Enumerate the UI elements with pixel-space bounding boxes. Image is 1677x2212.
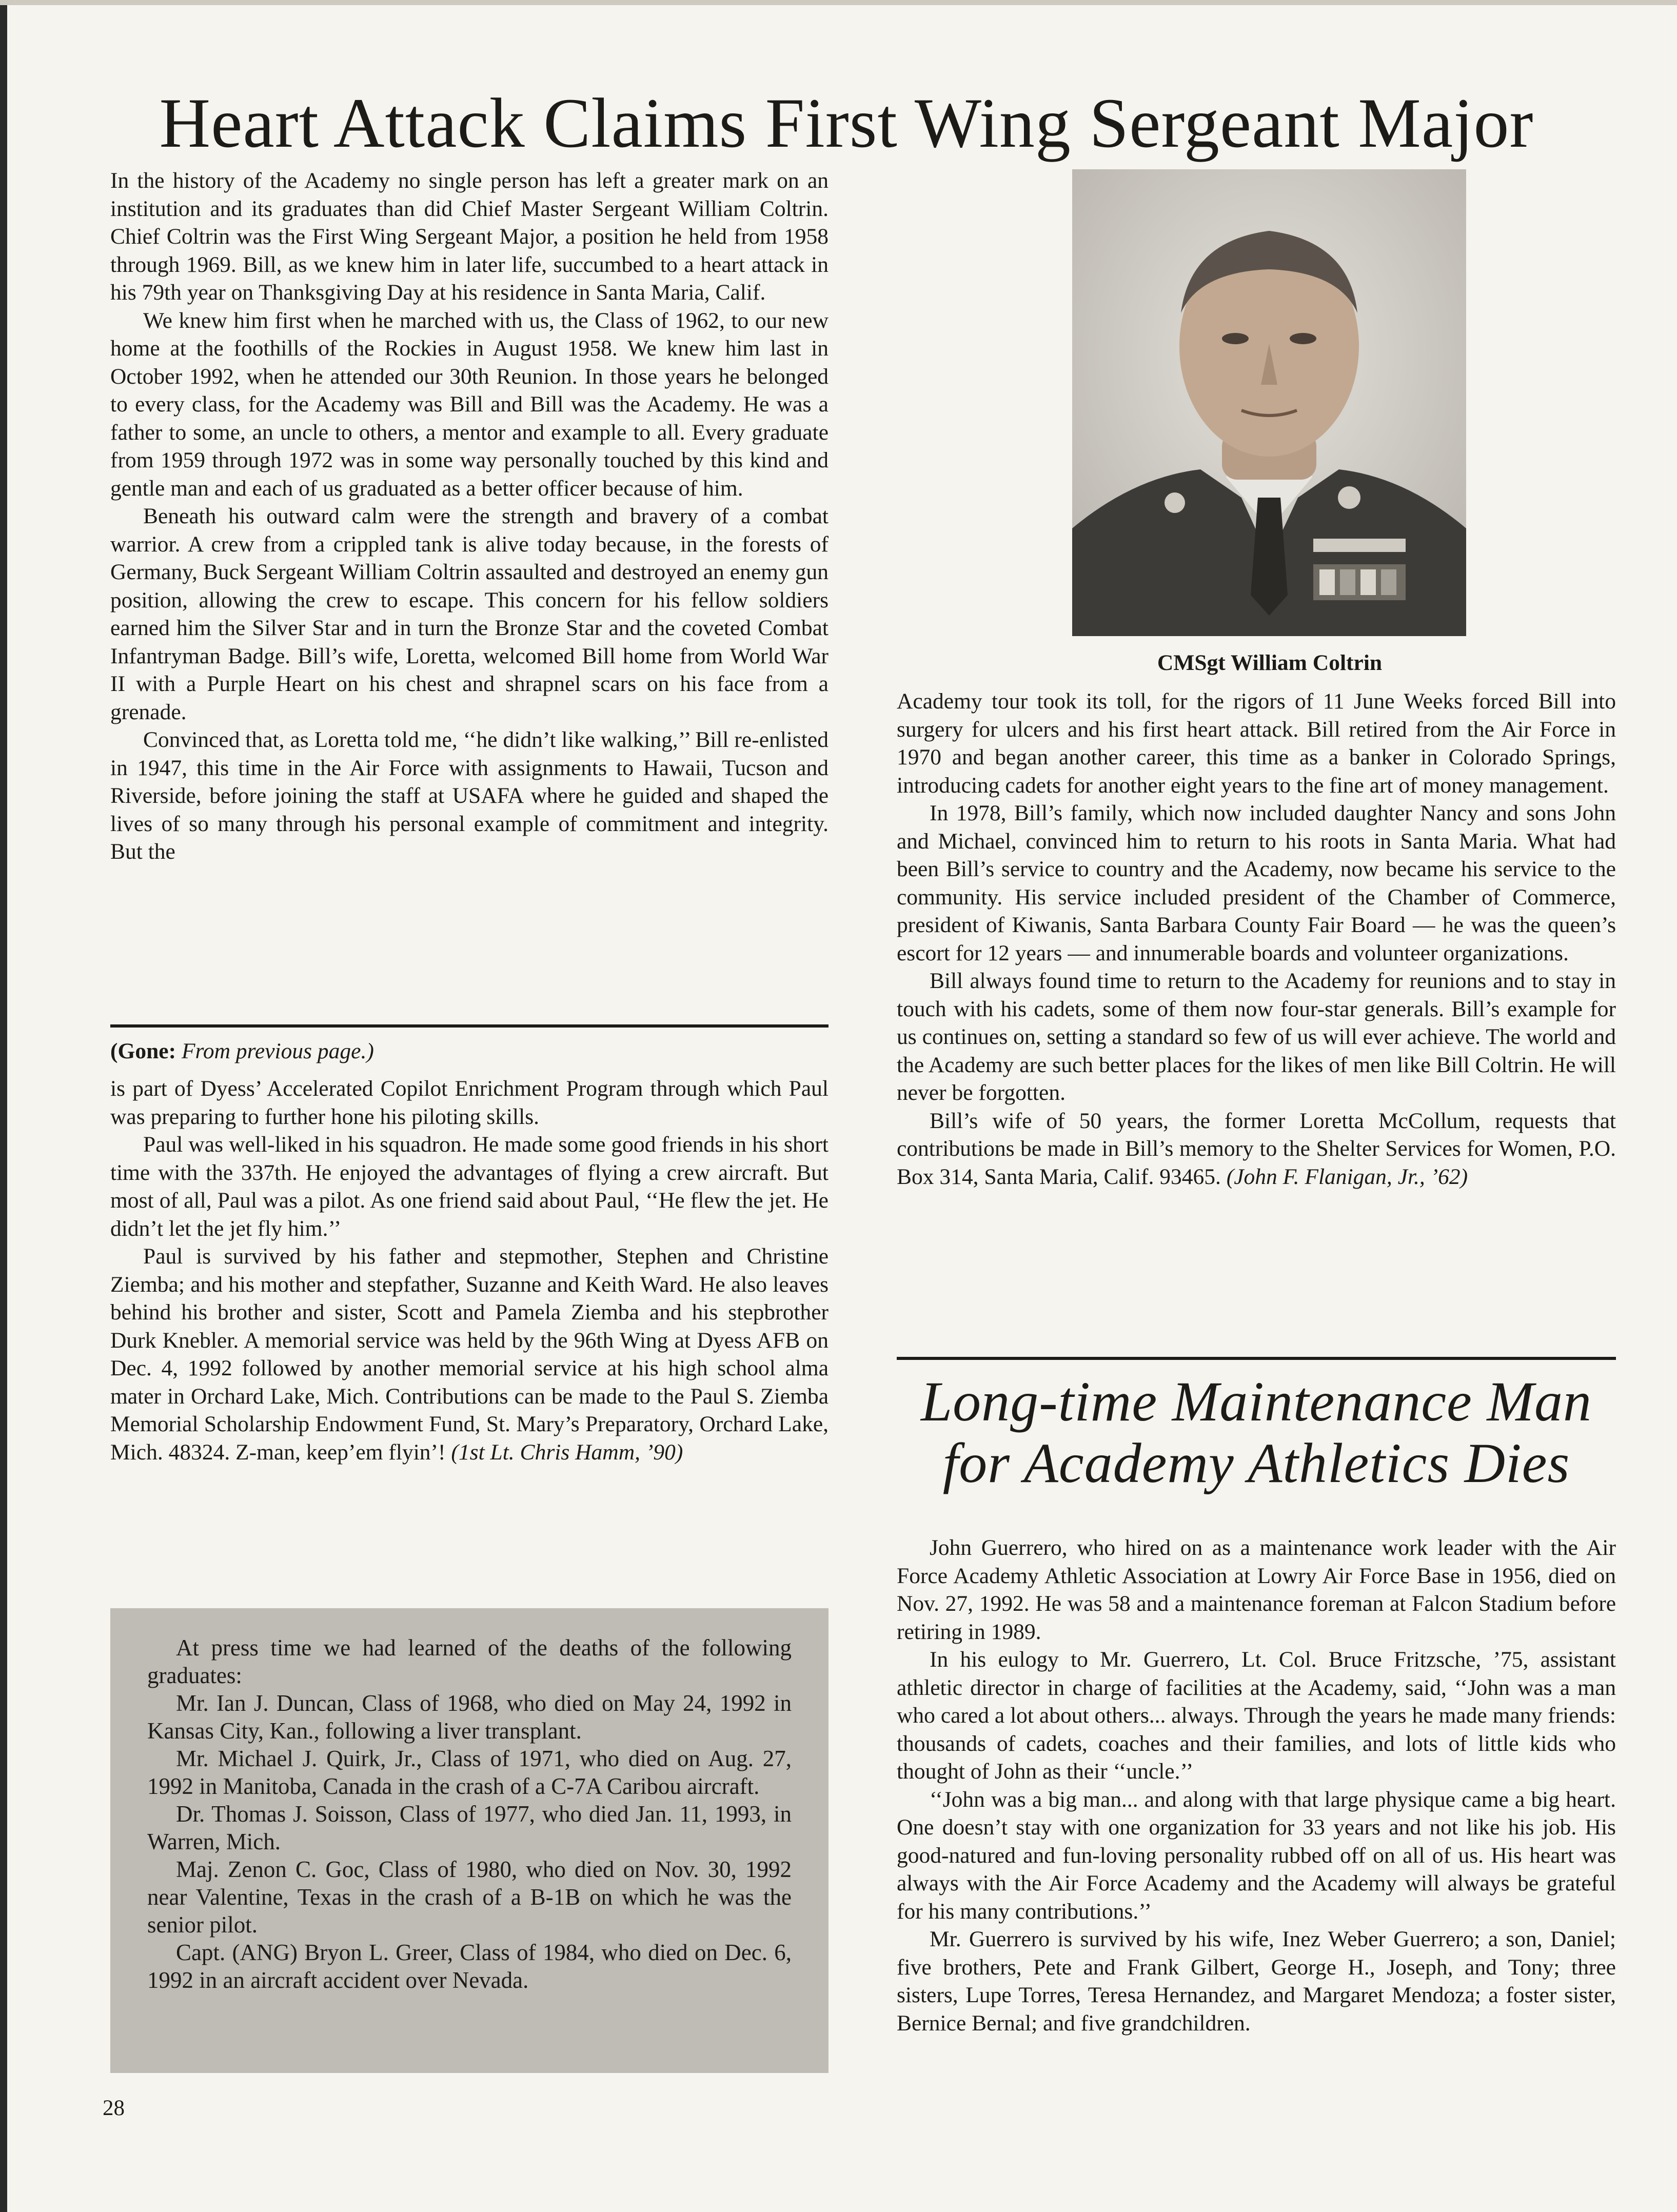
second-headline (897, 1371, 1616, 1494)
paragraph: In his eulogy to Mr. Guerrero, Lt. Col. Bruce Fritzsche, ’75, assistant athletic director in charge of facilities at the Academy, said, ‘‘John was a man who cared a lot about others... always. Through the years he made many friends: thousands of cadets, coaches and their families, and lots of little kids who thought of John as their ‘‘uncle.’’ (897, 1647, 1616, 1784)
paragraph: We knew him first when he marched with us, the Class of 1962, to our new home at the foothills of the Rockies in August 1958. We knew him last in October 1992, when he attended our 30th Reunion. In those years he belonged to every class, for the Academy was Bill and Bill was the Academy. He was a father to some, an uncle to others, a mentor and example to all. Every graduate from 1959 through 1972 was in some way personally touched by this kind and gentle man and each of us graduated as a better officer because of him. (110, 308, 828, 501)
paragraph-text: Paul is survived by his father and stepmother, Stephen and Christine Ziemba; and his mother and stepfather, Suzanne and Keith Ward. He also leaves behind his brother and sister, Scott and Pamela Ziemba and his stepbrother Durk Knebler. A memorial service was held by the 96th Wing at Dyess AFB on Dec. 4, 1992 followed by another memorial service at his high school alma mater in Orchard Lake, Mich. Contributions can be made to the Paul S. Ziemba Memorial Scholarship Endowment Fund, St. Mary’s Preparatory, Orchard Lake, Mich. 48324. Z-man, keep’em flyin’! (110, 1244, 828, 1465)
author-signature: (1st Lt. Chris Hamm, ’90) (451, 1439, 683, 1465)
author-signature: (John F. Flanigan, Jr., ’62) (1226, 1164, 1468, 1189)
paragraph: In the history of the Academy no single person has left a greater mark on an institution and its graduates than did Chief Master Sergeant William Coltrin. Chief Coltrin was the First Wing Sergeant Major, a position he held from 1958 through 1969. Bill, as we knew him in later life, succumbed to a heart attack in his 79th year on Thanksgiving Day at his residence in Santa Maria, Calif. (110, 168, 828, 305)
paragraph: Mr. Guerrero is survived by his wife, Inez Weber Guerrero; a son, Daniel; five brothers, Pete and Frank Gilbert, George H., Joseph, and Tony; three sisters, Lupe Torres, Teresa Hernandez, and Margaret Mendoza; a foster sister, Bernice Bernal; and five grandchildren. (897, 1927, 1616, 2036)
main-article-left-column (110, 167, 828, 866)
paragraph: Beneath his outward calm were the strength and bravery of a combat warrior. A crew from a crippled tank is alive today because, in the forests of Germany, Buck Sergeant William Coltrin assaulted and destroyed an enemy gun position, allowing the crew to escape. This concern for his fellow soldiers earned him the Silver Star and in turn the Bronze Star and the coveted Combat Infantryman Badge. Bill’s wife, Loretta, welcomed Bill home from World War II with a Purple Heart on his chest and shrapnel scars on his face from a grenade. (110, 504, 828, 724)
deaths-notice-box (110, 1608, 828, 2073)
page-number: 28 (103, 2096, 125, 2120)
second-article-column (897, 1534, 1616, 2037)
paragraph: Convinced that, as Loretta told me, ‘‘he didn’t like walking,’’ Bill re-enlisted in 1947, this time in the Air Force with assignments to Hawaii, Tucson and Riverside, before joining the staff at USAFA where he guided and shaped the lives of so many through his personal example of commitment and integrity. But the (110, 727, 828, 864)
page-top-edge (0, 0, 1677, 5)
portrait-illustration (1072, 169, 1466, 636)
paragraph (110, 1242, 828, 1466)
notice-item: Mr. Michael J. Quirk, Jr., Class of 1971, who died on Aug. 27, 1992 in Manitoba, Canada in the crash of a C-7A Caribou aircraft. (147, 1746, 792, 1799)
continuation-label-italic: From previous page.) (181, 1039, 374, 1063)
main-headline: Heart Attack Claims First Wing Sergeant Major (159, 84, 1534, 162)
closing-text: Bill’s wife of 50 years, the former Loretta McCollum, requests that contributions be made in Bill’s memory to the Shelter Services for Women, P.O. Box 314, Santa Maria, Calif. 93465. (897, 1108, 1616, 1189)
paragraph: Academy tour took its toll, for the rigors of 11 June Weeks forced Bill into surgery for ulcers and his first heart attack. Bill retired from the Air Force in 1970 and began another career, this time as a banker in Colorado Springs, introducing cadets for another eight years to the fine art of money management. (897, 689, 1616, 798)
paragraph: Bill always found time to return to the Academy for reunions and to stay in touch with his cadets, some of them now four-star generals. Bill’s example for us continues on, setting a standard so few of us will ever achieve. The world and the Academy are such better places for the likes of men like Bill Coltrin. He will never be forgotten. (897, 969, 1616, 1105)
notice-intro: At press time we had learned of the deaths of the following graduates: (147, 1635, 792, 1688)
photo-caption: CMSgt William Coltrin (1157, 650, 1383, 675)
notice-item: Capt. (ANG) Bryon L. Greer, Class of 1984, who died on Dec. 6, 1992 in an aircraft accident over Nevada. (147, 1940, 792, 1993)
second-headline-line-2: for Academy Athletics Dies (942, 1432, 1570, 1494)
gone-continuation-column (110, 1075, 828, 1466)
main-article-right-column (897, 687, 1616, 1191)
portrait-photo (1072, 169, 1466, 636)
page-edge-shadow (0, 0, 7, 2212)
paragraph (897, 1107, 1616, 1191)
continuation-label (110, 1037, 828, 1065)
section-divider (897, 1357, 1616, 1360)
notice-item: Dr. Thomas J. Soisson, Class of 1977, who died Jan. 11, 1993, in Warren, Mich. (147, 1801, 792, 1854)
paragraph: is part of Dyess’ Accelerated Copilot Enrichment Program through which Paul was preparing to further hone his piloting skills. (110, 1076, 828, 1129)
notice-item: Mr. Ian J. Duncan, Class of 1968, who died on May 24, 1992 in Kansas City, Kan., following a liver transplant. (147, 1690, 792, 1744)
notice-item: Maj. Zenon C. Goc, Class of 1980, who died on Nov. 30, 1992 near Valentine, Texas in the crash of a B-1B on which he was the senior pilot. (147, 1856, 792, 1938)
continuation-label-bold: (Gone: (110, 1039, 176, 1063)
paragraph: John Guerrero, who hired on as a maintenance work leader with the Air Force Academy Athletic Association at Lowry Air Force Base in 1956, died on Nov. 27, 1992. He was 58 and a maintenance foreman at Falcon Stadium before retiring in 1989. (897, 1535, 1616, 1644)
paragraph: In 1978, Bill’s family, which now included daughter Nancy and sons John and Michael, convinced him to return to his roots in Santa Maria. What had been Bill’s service to country and the Academy, now became his service to the community. His service included president of the Chamber of Commerce, president of Kiwanis, Santa Barbara County Fair Board — he was the queen’s escort for 12 years — and innumerable boards and volunteer organizations. (897, 801, 1616, 965)
paragraph: ‘‘John was a big man... and along with that large physique came a big heart. One doesn’t stay with one organization for 33 years and not like his job. His good-natured and fun-loving personality rubbed off on all of us. His heart was always with the Air Force Academy and the Academy will always be grateful for his many contributions.’’ (897, 1787, 1616, 1924)
paragraph: Paul was well-liked in his squadron. He made some good friends in his short time with the 337th. He enjoyed the advantages of flying a crew aircraft. But most of all, Paul was a pilot. As one friend said about Paul, ‘‘He flew the jet. He didn’t let the jet fly him.’’ (110, 1132, 828, 1241)
section-divider (110, 1024, 828, 1028)
second-headline-line-1: Long-time Maintenance Man (920, 1370, 1592, 1433)
